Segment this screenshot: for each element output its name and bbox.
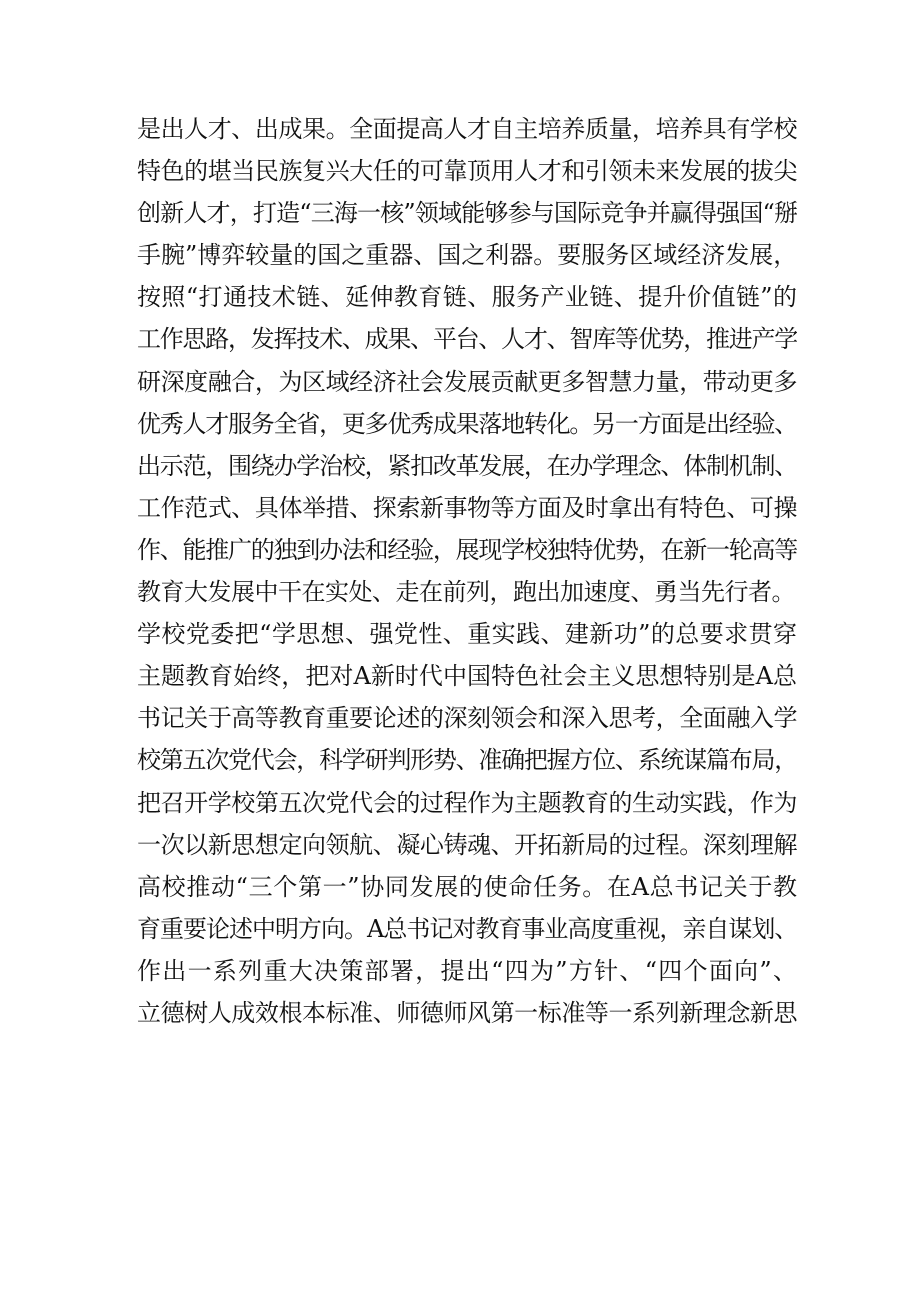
text-line-1: 是出人才、出成果。全面提高人才自主培养质量，培养具有学校 xyxy=(137,115,797,143)
text-line-2: 特色的堪当民族复兴大任的可靠顶用人才和引领未来发展的拔尖 xyxy=(137,157,797,186)
text-line-4: 手腕”博弈较量的国之重器、国之利器。要服务区域经济发展， xyxy=(137,241,797,270)
text-line-16: 校第五次党代会，科学研判形势、准确把握方位、系统谋篇布局， xyxy=(137,746,797,775)
text-line-10: 工作范式、具体举措、探索新事物等方面及时拿出有特色、可操 xyxy=(137,493,797,522)
text-line-18: 一次以新思想定向领航、凝心铸魂、开拓新局的过程。深刻理解 xyxy=(137,830,797,859)
text-line-22: 立德树人成效根本标准、师德师风第一标准等一系列新理念新思 xyxy=(137,998,797,1027)
text-line-12: 教育大发展中干在实处、走在前列，跑出加速度、勇当先行者。 xyxy=(137,578,795,607)
text-line-20: 育重要论述中明方向。A总书记对教育事业高度重视，亲自谋划、 xyxy=(137,914,797,943)
text-line-5: 按照“打通技术链、延伸教育链、服务产业链、提升价值链”的 xyxy=(137,283,797,312)
text-line-11: 作、能推广的独到办法和经验，展现学校独特优势，在新一轮高等 xyxy=(137,535,797,564)
body-text xyxy=(137,108,797,1034)
text-line-6: 工作思路，发挥技术、成果、平台、人才、智库等优势，推进产学 xyxy=(137,325,797,354)
text-line-19: 高校推动“三个第一”协同发展的使命任务。在A总书记关于教 xyxy=(137,872,797,901)
text-line-3: 创新人才，打造“三海一核”领域能够参与国际竞争并赢得强国“掰 xyxy=(137,199,797,228)
text-line-21: 作出一系列重大决策部署，提出“四为”方针、“四个面向”、 xyxy=(137,956,797,985)
text-line-7: 研深度融合，为区域经济社会发展贡献更多智慧力量，带动更多 xyxy=(137,367,797,396)
text-line-8: 优秀人才服务全省，更多优秀成果落地转化。另一方面是出经验、 xyxy=(137,409,797,438)
text-line-13: 学校党委把“学思想、强党性、重实践、建新功”的总要求贯穿 xyxy=(137,620,797,649)
text-line-14: 主题教育始终，把对A新时代中国特色社会主义思想特别是A总 xyxy=(137,662,797,691)
text-line-15: 书记关于高等教育重要论述的深刻领会和深入思考，全面融入学 xyxy=(137,704,797,733)
text-line-17: 把召开学校第五次党代会的过程作为主题教育的生动实践，作为 xyxy=(137,788,797,817)
text-line-9: 出示范，围绕办学治校，紧扣改革发展，在办学理念、体制机制、 xyxy=(137,451,797,480)
